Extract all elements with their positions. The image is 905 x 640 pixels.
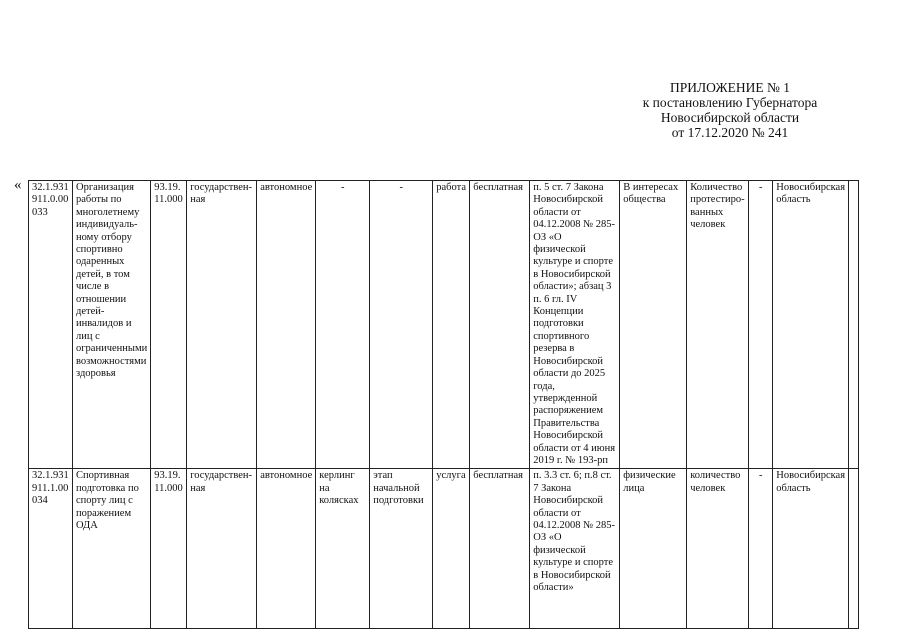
cell-indicator: Количество протестиро-ванных человек	[687, 181, 749, 469]
cell-legal-basis: п. 3.3 ст. 6; п.8 ст. 7 Закона Новосибирской области от 04.12.2008 № 285-ОЗ «О физической культуре и спорте в Новосибирской области»	[530, 469, 620, 629]
cell-okved: 93.19. 11.000	[151, 181, 187, 469]
cell-okved: 93.19. 11.000	[151, 469, 187, 629]
cell-service-name: Спортивная подготовка по спорту лиц с поражением ОДА	[73, 469, 151, 629]
opening-quote-mark: «	[14, 177, 22, 193]
appendix-title: ПРИЛОЖЕНИЕ № 1	[669, 80, 791, 95]
cell-empty	[849, 469, 859, 629]
table-row	[29, 181, 859, 469]
cell-stage: -	[370, 181, 433, 469]
appendix-header	[560, 80, 900, 140]
cell-kind: услуга	[433, 469, 470, 629]
appendix-date-number: от 17.12.2020 № 241	[671, 125, 789, 140]
cell-dash: -	[749, 181, 773, 469]
cell-region: Новосибирская область	[773, 181, 849, 469]
cell-service-name: Организация работы по многолетнему индивидуаль-ному отбору спортивно одаренных детей, в том числе в отношении детей-инвалидов и лиц с ограниченными возможностями здоровья	[73, 181, 151, 469]
appendix-decree: к постановлению Губернатора	[642, 95, 818, 110]
cell-stage: этап начальной подготовки	[370, 469, 433, 629]
cell-legal-basis: п. 5 ст. 7 Закона Новосибирской области от 04.12.2008 № 285-ОЗ «О физической культуре и спорте в Новосибирской области»; абзац 3 п. 6 гл. IV Концепции подготовки спортивного резерва в Новосибирской области до 2025 года, утвержденной распоряжением Правительства Новосибирской области от 4 июня 2019 г. № 193-рп	[530, 181, 620, 469]
cell-code: 32.1.931 911.0.00 033	[29, 181, 73, 469]
cell-institution-type: автономное	[257, 469, 316, 629]
cell-empty	[849, 181, 859, 469]
services-table	[28, 180, 859, 629]
cell-payment: бесплатная	[470, 469, 530, 629]
cell-sport: керлинг на колясках	[316, 469, 370, 629]
cell-ownership: государствен-ная	[187, 469, 257, 629]
appendix-region: Новосибирской области	[660, 110, 800, 125]
table-row	[29, 469, 859, 629]
cell-consumers: физические лица	[620, 469, 687, 629]
cell-payment: бесплатная	[470, 181, 530, 469]
cell-sport: -	[316, 181, 370, 469]
cell-ownership: государствен-ная	[187, 181, 257, 469]
cell-kind: работа	[433, 181, 470, 469]
cell-code: 32.1.931 911.1.00 034	[29, 469, 73, 629]
cell-consumers: В интересах общества	[620, 181, 687, 469]
cell-indicator: количество человек	[687, 469, 749, 629]
cell-region: Новосибирская область	[773, 469, 849, 629]
cell-dash: -	[749, 469, 773, 629]
cell-institution-type: автономное	[257, 181, 316, 469]
